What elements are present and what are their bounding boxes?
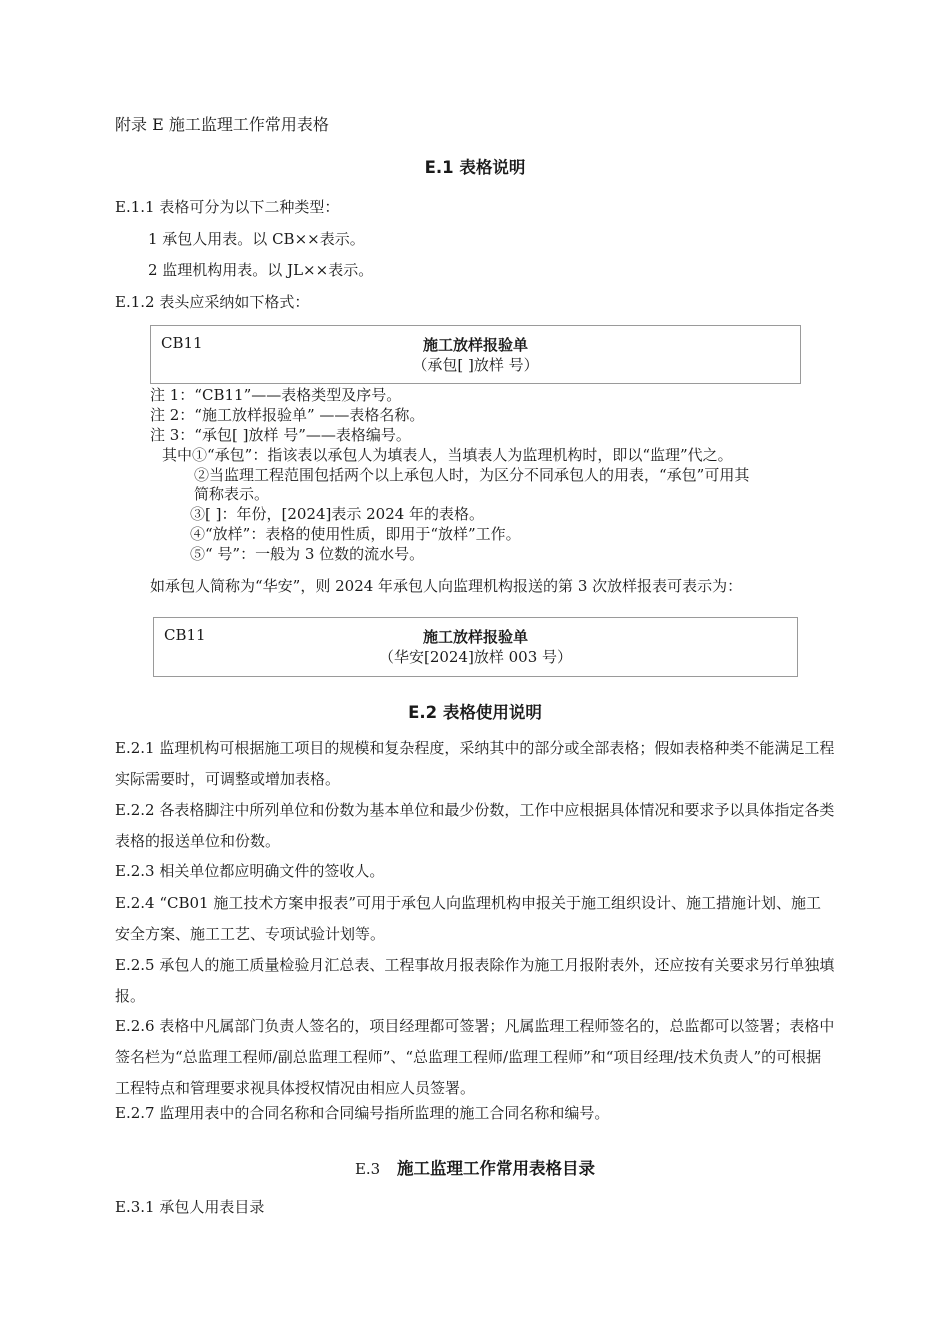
form-number: （承包[ ]放样 号） bbox=[412, 356, 539, 374]
note-2: 注 2：“施工放样报验单” ——表格名称。 bbox=[150, 406, 425, 424]
example-format-box bbox=[153, 617, 798, 677]
note-detail-1: 其中①“承包”：指该表以承包人为填表人，当填表人为监理机构时，即以“监理”代之。 bbox=[162, 446, 733, 464]
example-form-code: CB11 bbox=[164, 626, 206, 644]
clause-e112: E.1.2 表头应采纳如下格式： bbox=[115, 293, 310, 311]
header-format-box bbox=[150, 325, 801, 384]
clause-e224: E.2.4 “CB01 施工技术方案申报表”可用于承包人向监理机构申报关于施工组织设计、施工措施计划、施工安全方案、施工工艺、专项试验计划等。 bbox=[115, 894, 822, 943]
appendix-title: 附录 E 施工监理工作常用表格 bbox=[115, 115, 329, 134]
section-e3-heading bbox=[0, 1155, 950, 1179]
clause-e227: E.2.7 监理用表中的合同名称和合同编号指所监理的施工合同名称和编号。 bbox=[115, 1104, 610, 1122]
note-detail-4: ④“放样”：表格的使用性质，即用于“放样”工作。 bbox=[190, 525, 521, 543]
section-e3-number: E.3 bbox=[354, 1160, 381, 1178]
type-item-1: 1 承包人用表。以 CB××表示。 bbox=[148, 230, 365, 248]
clause-e226: E.2.6 表格中凡属部门负责人签名的，项目经理都可签署；凡属监理工程师签名的，总监都可以签署；表格中签名栏为“总监理工程师/副总监理工程师”、“总监理工程师/监理工程师”和“项目经理/技术负责人”的可根据工程特点和管理要求视具体授权情况由相应人员签署。 bbox=[115, 1017, 835, 1097]
example-form-title: 施工放样报验单 bbox=[422, 628, 528, 646]
section-e3-title: 施工监理工作常用表格目录 bbox=[397, 1159, 596, 1178]
form-code: CB11 bbox=[161, 334, 203, 352]
note-3: 注 3：“承包[ ]放样 号”——表格编号。 bbox=[150, 426, 411, 444]
note-detail-2a: ②当监理工程范围包括两个以上承包人时，为区分不同承包人的用表，“承包”可用其 bbox=[194, 466, 750, 484]
clause-e111: E.1.1 表格可分为以下二种类型： bbox=[115, 198, 340, 216]
note-detail-2b: 简称表示。 bbox=[194, 485, 270, 503]
note-detail-3: ③[ ]：年份，[2024]表示 2024 年的表格。 bbox=[190, 505, 485, 523]
form-title: 施工放样报验单 bbox=[422, 336, 528, 354]
section-e1-heading: E.1 表格说明 bbox=[424, 158, 526, 177]
section-e2-heading: E.2 表格使用说明 bbox=[408, 703, 542, 722]
clause-e223: E.2.3 相关单位都应明确文件的签收人。 bbox=[115, 862, 385, 880]
clause-e221: E.2.1 监理机构可根据施工项目的规模和复杂程度，采纳其中的部分或全部表格；假如表格种类不能满足工程实际需要时，可调整或增加表格。 bbox=[115, 739, 835, 788]
example-text: 如承包人简称为“华安”，则 2024 年承包人向监理机构报送的第 3 次放样报表可表示为： bbox=[150, 577, 743, 595]
type-item-2: 2 监理机构用表。以 JL××表示。 bbox=[148, 261, 374, 279]
clause-e331: E.3.1 承包人用表目录 bbox=[115, 1198, 265, 1216]
note-1: 注 1：“CB11”——表格类型及序号。 bbox=[150, 386, 402, 404]
note-detail-5: ⑤“ 号”：一般为 3 位数的流水号。 bbox=[190, 545, 425, 563]
example-form-number: （华安[2024]放样 003 号） bbox=[378, 648, 573, 666]
clause-e225: E.2.5 承包人的施工质量检验月汇总表、工程事故月报表除作为施工月报附表外，还应按有关要求另行单独填报。 bbox=[115, 956, 835, 1005]
clause-e222: E.2.2 各表格脚注中所列单位和份数为基本单位和最少份数，工作中应根据具体情况和要求予以具体指定各类表格的报送单位和份数。 bbox=[115, 801, 835, 850]
